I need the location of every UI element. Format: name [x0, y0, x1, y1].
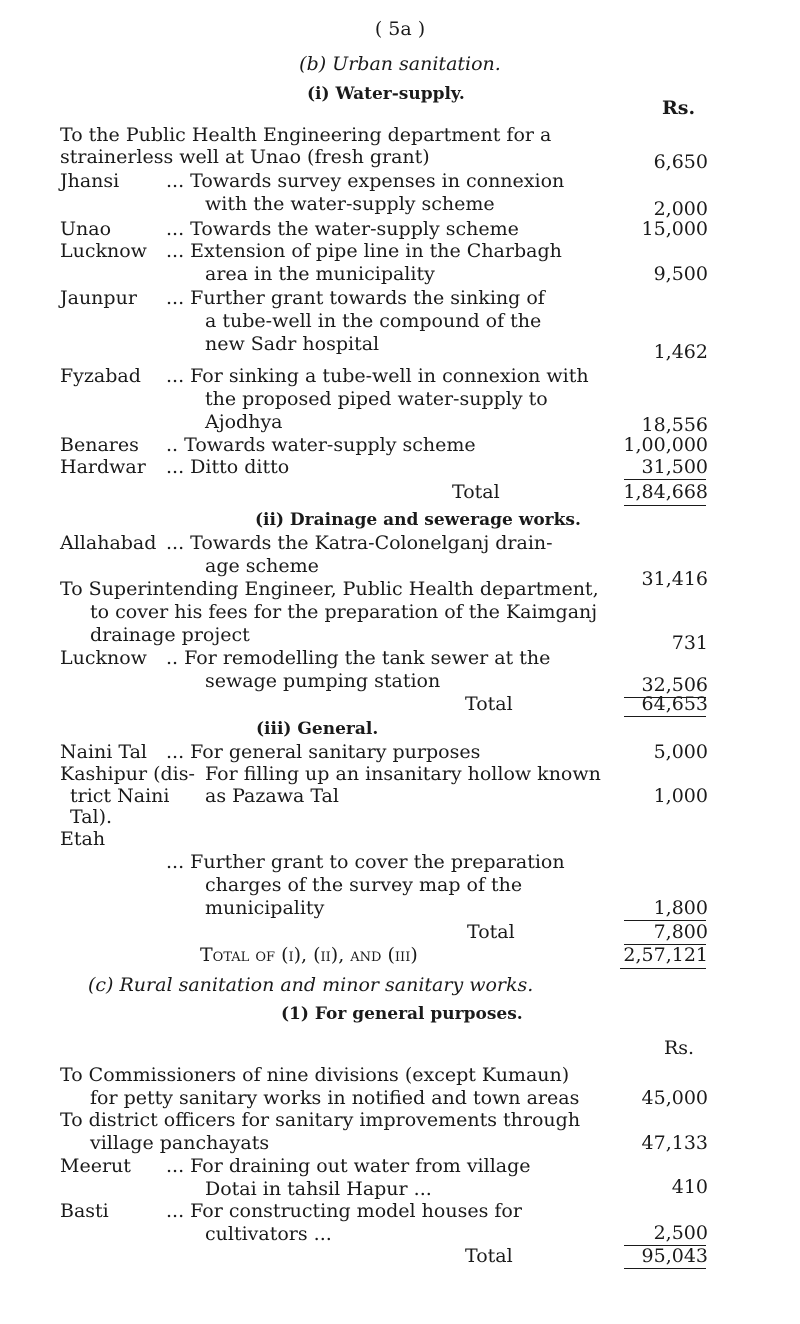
- total-amount: 95,043: [641, 1245, 708, 1267]
- place-name: Lucknow: [60, 647, 147, 669]
- place-name: Benares: [60, 434, 139, 456]
- entry-text: To district officers for sanitary improvements through: [60, 1109, 581, 1131]
- section-b-title: (b) Urban sanitation.: [299, 53, 501, 75]
- entry-text: village panchayats: [90, 1132, 270, 1154]
- place-name: Basti: [60, 1200, 109, 1222]
- entry-text: for petty sanitary works in notified and town areas: [90, 1087, 580, 1109]
- place-name: Unao: [60, 218, 112, 240]
- place-name: trict Naini: [70, 785, 170, 807]
- entry-text: area in the municipality: [205, 263, 435, 285]
- amount: 9,500: [653, 263, 708, 285]
- entry-text: To Superintending Engineer, Public Health department,: [60, 578, 599, 600]
- amount: 1,000: [653, 785, 708, 807]
- currency-label: Rs.: [664, 1037, 695, 1059]
- amount: 5,000: [653, 741, 708, 763]
- entry-text: cultivators ...: [205, 1223, 332, 1245]
- entry-text: the proposed piped water-supply to: [205, 388, 548, 410]
- amount: 45,000: [641, 1087, 708, 1109]
- entry-text: .. Towards water-supply scheme: [166, 434, 476, 456]
- total-label: Total: [467, 921, 515, 943]
- entry-text: ... Towards the Katra-Colonelganj drain-: [166, 532, 553, 554]
- amount: 2,500: [653, 1222, 708, 1244]
- divider: [624, 505, 706, 506]
- place-name: Meerut: [60, 1155, 131, 1177]
- entry-text: new Sadr hospital: [205, 333, 380, 355]
- entry-text: municipality: [205, 897, 325, 919]
- amount: 31,500: [641, 456, 708, 478]
- place-name: Hardwar: [60, 456, 146, 478]
- entry-text: sewage pumping station: [205, 670, 441, 692]
- entry-text: to cover his fees for the preparation of the Kaimganj: [90, 601, 598, 623]
- place-name: Fyzabad: [60, 365, 141, 387]
- grand-total-amount: 2,57,121: [623, 944, 708, 966]
- total-label: Total: [452, 481, 500, 503]
- amount: 32,506: [641, 674, 708, 696]
- place-name: Lucknow: [60, 240, 147, 262]
- entry-text: ... For general sanitary purposes: [166, 741, 481, 763]
- amount: 1,462: [653, 341, 708, 363]
- entry-text: ... Further grant to cover the preparation: [166, 851, 565, 873]
- amount: 1,800: [653, 897, 708, 919]
- amount: 410: [671, 1176, 708, 1198]
- entry-text: with the water-supply scheme: [205, 193, 495, 215]
- entry-text: as Pazawa Tal: [205, 785, 339, 807]
- entry-text: Ajodhya: [205, 411, 283, 433]
- page-number: ( 5a ): [374, 18, 426, 40]
- intro-line: To the Public Health Engineering department for a: [60, 124, 552, 146]
- divider: [624, 479, 706, 480]
- entry-text: charges of the survey map of the: [205, 874, 523, 896]
- intro-line: strainerless well at Unao (fresh grant): [60, 146, 430, 168]
- amount: 2,000: [653, 198, 708, 220]
- entry-text: ... For constructing model houses for: [166, 1200, 522, 1222]
- entry-text: ... Further grant towards the sinking of: [166, 287, 545, 309]
- entry-text: ... Towards the water-supply scheme: [166, 218, 519, 240]
- entry-text: ... Extension of pipe line in the Charbagh: [166, 240, 562, 262]
- entry-text: ... Ditto ditto: [166, 456, 290, 478]
- entry-text: .. For remodelling the tank sewer at the: [166, 647, 551, 669]
- entry-text: Dotai in tahsil Hapur ...: [205, 1178, 432, 1200]
- currency-label: Rs.: [662, 97, 696, 119]
- entry-text: drainage project: [90, 624, 250, 646]
- total-label: Total: [465, 693, 513, 715]
- place-name: Tal).: [70, 806, 113, 828]
- section-c-title: (c) Rural sanitation and minor sanitary works.: [88, 974, 534, 996]
- general-heading: (iii) General.: [256, 719, 379, 739]
- amount: 731: [671, 632, 708, 654]
- amount: 6,650: [653, 151, 708, 173]
- total-amount: 1,84,668: [623, 481, 708, 503]
- entry-text: For filling up an insanitary hollow known: [205, 763, 601, 785]
- place-name: Kashipur (dis-: [60, 763, 195, 785]
- place-name: Etah: [60, 828, 106, 850]
- place-name: Naini Tal: [60, 741, 147, 763]
- entry-text: ... For sinking a tube-well in connexion with: [166, 365, 589, 387]
- divider: [624, 716, 706, 717]
- divider: [620, 968, 706, 969]
- place-name: Jhansi: [60, 170, 120, 192]
- amount: 1,00,000: [623, 434, 708, 456]
- entry-text: ... For draining out water from village: [166, 1155, 531, 1177]
- water-supply-heading: (i) Water-supply.: [307, 84, 465, 104]
- rural-general-heading: (1) For general purposes.: [281, 1004, 523, 1024]
- place-name: Allahabad: [60, 532, 157, 554]
- entry-text: To Commissioners of nine divisions (except Kumaun): [60, 1064, 570, 1086]
- amount: 47,133: [641, 1132, 708, 1154]
- grand-total-label: Total of (i), (ii), and (iii): [200, 944, 418, 966]
- total-amount: 7,800: [653, 921, 708, 943]
- amount: 31,416: [641, 568, 708, 590]
- amount: 18,556: [641, 414, 708, 436]
- amount: 15,000: [641, 218, 708, 240]
- drainage-heading: (ii) Drainage and sewerage works.: [255, 510, 581, 530]
- total-amount: 64,653: [641, 693, 708, 715]
- divider: [624, 1268, 706, 1269]
- entry-text: age scheme: [205, 555, 319, 577]
- entry-text: ... Towards survey expenses in connexion: [166, 170, 565, 192]
- entry-text: a tube-well in the compound of the: [205, 310, 542, 332]
- total-label: Total: [465, 1245, 513, 1267]
- place-name: Jaunpur: [60, 287, 137, 309]
